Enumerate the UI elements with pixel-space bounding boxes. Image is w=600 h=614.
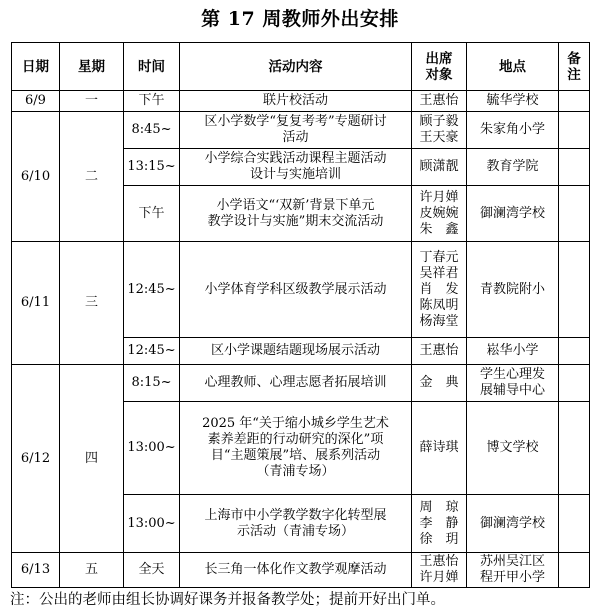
location-cell: 御澜湾学校: [467, 495, 559, 553]
time-cell: 8:45~: [124, 112, 180, 149]
header-attendees: 出席 对象: [412, 43, 467, 91]
time-cell: 下午: [124, 91, 180, 112]
attendees-cell: 薛诗琪: [412, 402, 467, 495]
date-cell: 6/11: [12, 242, 60, 365]
location-cell: 毓华学校: [467, 91, 559, 112]
page-title: 第 17 周教师外出安排: [201, 8, 399, 30]
location-cell: 御澜湾学校: [467, 186, 559, 242]
weekday-cell: 四: [60, 365, 124, 553]
activity-cell: 区小学课题结题现场展示活动: [180, 338, 412, 365]
location-cell: 博文学校: [467, 402, 559, 495]
activity-cell: 长三角一体化作文教学观摩活动: [180, 553, 412, 588]
weekday-cell: 二: [60, 112, 124, 242]
time-cell: 8:15~: [124, 365, 180, 402]
attendees-cell: 周 琼 李 静 徐 玥: [412, 495, 467, 553]
remark-cell: [559, 112, 590, 149]
remark-cell: [559, 365, 590, 402]
remark-cell: [559, 495, 590, 553]
activity-cell: 心理教师、心理志愿者拓展培训: [180, 365, 412, 402]
attendees-cell: 王惠怡: [412, 91, 467, 112]
location-cell: 青教院附小: [467, 242, 559, 338]
location-cell: 教育学院: [467, 149, 559, 186]
remark-cell: [559, 402, 590, 495]
time-cell: 12:45~: [124, 242, 180, 338]
date-cell: 6/13: [12, 553, 60, 588]
schedule-table: [11, 42, 590, 588]
attendees-cell: 顾子毅 王天豪: [412, 112, 467, 149]
header-content: 活动内容: [180, 43, 412, 91]
remark-cell: [559, 186, 590, 242]
remark-cell: [559, 553, 590, 588]
remark-cell: [559, 149, 590, 186]
header-location: 地点: [467, 43, 559, 91]
attendees-cell: 丁春元 吴祥君 肖 发 陈凤明 杨海堂: [412, 242, 467, 338]
header-time: 时间: [124, 43, 180, 91]
remark-cell: [559, 338, 590, 365]
weekday-cell: 一: [60, 91, 124, 112]
footer-note: 注：公出的老师由组长协调好课务并报备教学处；提前开好出门单。: [10, 592, 445, 608]
header-weekday: 星期: [60, 43, 124, 91]
date-cell: 6/12: [12, 365, 60, 553]
time-cell: 下午: [124, 186, 180, 242]
activity-cell: 联片校活动: [180, 91, 412, 112]
attendees-cell: 金 典: [412, 365, 467, 402]
remark-cell: [559, 242, 590, 338]
attendees-cell: 顾潇靓: [412, 149, 467, 186]
activity-cell: 小学综合实践活动课程主题活动 设计与实施培训: [180, 149, 412, 186]
time-cell: 13:00~: [124, 402, 180, 495]
location-cell: 苏州吴江区 程开甲小学: [467, 553, 559, 588]
attendees-cell: 王惠怡: [412, 338, 467, 365]
table-row: [12, 112, 590, 149]
time-cell: 12:45~: [124, 338, 180, 365]
location-cell: 朱家角小学: [467, 112, 559, 149]
header-row: [12, 43, 590, 91]
attendees-cell: 许月婵 皮婉婉 朱 鑫: [412, 186, 467, 242]
activity-cell: 小学语文“‘双新’背景下单元 教学设计与实施”期末交流活动: [180, 186, 412, 242]
location-cell: 崧华小学: [467, 338, 559, 365]
time-cell: 13:15~: [124, 149, 180, 186]
activity-cell: 区小学数学“复复考考”专题研讨 活动: [180, 112, 412, 149]
date-cell: 6/10: [12, 112, 60, 242]
weekday-cell: 三: [60, 242, 124, 365]
location-cell: 学生心理发 展辅导中心: [467, 365, 559, 402]
weekday-cell: 五: [60, 553, 124, 588]
table-row: [12, 365, 590, 402]
remark-cell: [559, 91, 590, 112]
activity-cell: 2025 年“关于缩小城乡学生艺术 素养差距的行动研究的深化”项 目“主题策展”培、展系列活动 （青浦专场）: [180, 402, 412, 495]
attendees-cell: 王惠怡 许月婵: [412, 553, 467, 588]
header-remark: 备 注: [559, 43, 590, 91]
date-cell: 6/9: [12, 91, 60, 112]
time-cell: 13:00~: [124, 495, 180, 553]
time-cell: 全天: [124, 553, 180, 588]
header-date: 日期: [12, 43, 60, 91]
activity-cell: 小学体育学科区级教学展示活动: [180, 242, 412, 338]
table-row: [12, 91, 590, 112]
table-row: [12, 553, 590, 588]
table-row: [12, 242, 590, 338]
activity-cell: 上海市中小学教学数字化转型展 示活动（青浦专场）: [180, 495, 412, 553]
